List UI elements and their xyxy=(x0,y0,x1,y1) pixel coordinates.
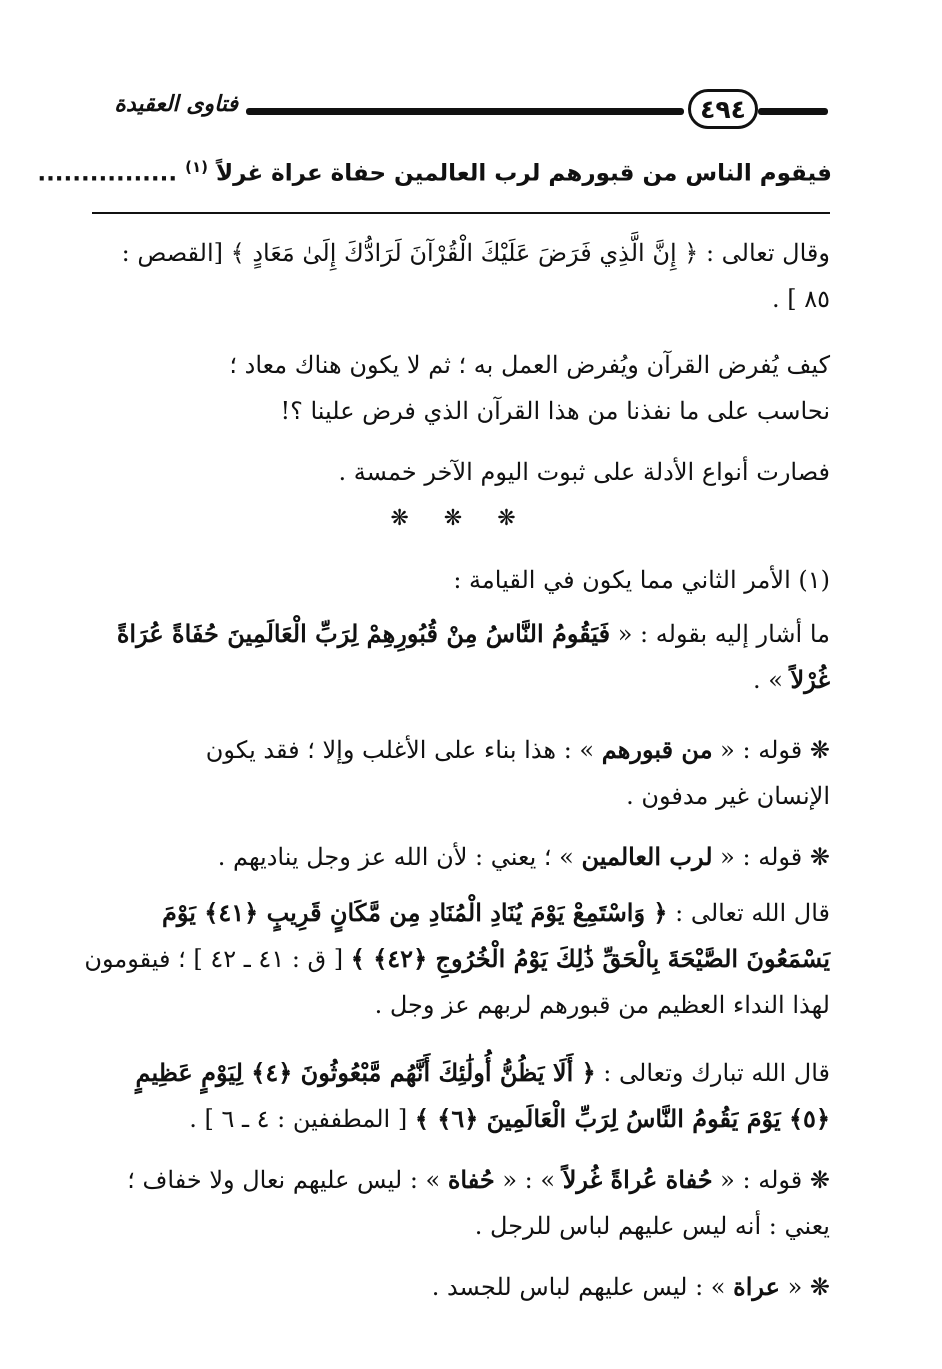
footnote-4-lead: ❋ قوله : « xyxy=(712,843,830,871)
footnote-5-line-2 xyxy=(84,936,830,982)
footnote-4-term: لرب العالمين xyxy=(581,842,713,871)
footnote-7-line-1 xyxy=(90,1157,830,1203)
paragraph-2-line-2: نحاسب على ما نفذنا من هذا القرآن الذي فرض علينا ؟! xyxy=(280,397,830,425)
footnote-6-line-1 xyxy=(90,1050,830,1096)
footnote-mark: (١) xyxy=(185,158,209,176)
footnote-8-term: عراة xyxy=(733,1272,780,1301)
footnote-2-close: » . xyxy=(752,666,791,694)
footnote-8-text: » : ليس عليهم لباس للجسد . xyxy=(431,1273,734,1301)
footnote-7-term: حُفاة عُراةً غُرلاً xyxy=(562,1165,713,1194)
footnote-2-quote-end: غُرْلاً xyxy=(790,665,830,694)
footnote-5-verse-end: يَسْمَعُونَ الصَّيْحَةَ بِالْحَقِّ ذَٰلِكَ يَوْمُ الْخُرُوجِ ﴿٤٢﴾ ﴾ xyxy=(350,944,830,973)
footnote-6-verse: ﴿ أَلَا يَظُنُّ أُولَٰئِكَ أَنَّهُم مَّبْعُوثُونَ ﴿٤﴾ لِيَوْمٍ عَظِيمٍ xyxy=(135,1058,596,1087)
title-rule xyxy=(92,212,830,214)
footnote-2-quote: فَيَقُومُ النَّاسُ مِنْ قُبُورِهِمْ لِرَبِّ الْعَالَمِينَ حُفَاةً عُرَاةً xyxy=(116,619,611,648)
footnote-5-lead: قال الله تعالى : xyxy=(667,899,830,927)
footnote-5-reference: [ ق : ٤١ ـ ٤٢ ] ؛ فيقومون xyxy=(84,945,351,973)
footnote-3-lead: ❋ قوله : « xyxy=(712,736,830,764)
footnote-3-term: من قبورهم xyxy=(601,735,713,764)
footnote-2 xyxy=(90,611,830,703)
footnote-2-intro: ما أشار إليه بقوله : « xyxy=(610,620,830,648)
footnote-6-line-2 xyxy=(90,1096,830,1142)
title-dots: ................ xyxy=(37,160,178,187)
section-title-text: فيقوم الناس من قبورهم لرب العالمين حفاة عراة غرلاً xyxy=(216,160,832,187)
footnote-6-lead: قال الله تبارك وتعالى : xyxy=(595,1059,830,1087)
footnote-4-text: » ؛ يعني : لأن الله عز وجل يناديهم . xyxy=(217,843,582,871)
paragraph-1 xyxy=(90,230,830,322)
header-rule-right xyxy=(758,108,828,115)
footnote-7-lead: ❋ قوله : « xyxy=(712,1166,830,1194)
footnote-7-line-2: يعني : أنه ليس عليهم لباس للرجل . xyxy=(474,1212,830,1240)
footnote-6-reference: [ المطففين : ٤ ـ ٦ ] . xyxy=(189,1105,415,1133)
footnote-3 xyxy=(90,727,830,819)
footnote-7-subterm: حُفاة xyxy=(447,1165,495,1194)
page-number: ٤٩٤ xyxy=(688,89,758,129)
paragraph-2 xyxy=(90,342,830,434)
footnote-5-line-3: لهذا النداء العظيم من قبورهم لربهم عز وجل . xyxy=(374,991,830,1019)
section-separator: ❋ ❋ ❋ xyxy=(390,506,530,531)
footnote-5-verse: ﴿ وَاسْتَمِعْ يَوْمَ يُنَادِ الْمُنَادِ مِن مَّكَانٍ قَرِيبٍ ﴿٤١﴾ يَوْمَ xyxy=(162,898,668,927)
paragraph-3 xyxy=(90,449,830,495)
header-rule-left xyxy=(246,108,684,115)
footnote-6 xyxy=(90,1050,830,1142)
running-title: فتاوى العقيدة xyxy=(114,92,238,117)
footnote-5-line-1 xyxy=(90,890,830,936)
footnote-3-line-1 xyxy=(90,727,830,773)
paragraph-1-line-1: وقال تعالى : ﴿ إِنَّ الَّذِي فَرَضَ عَلَيْكَ الْقُرْآنَ لَرَادُّكَ إِلَىٰ مَعَادٍ ﴾ [القصص : xyxy=(121,239,830,267)
footnote-8-line xyxy=(90,1264,830,1310)
footnote-8-lead: ❋ « xyxy=(779,1273,830,1301)
footnote-1-line: (١) الأمر الثاني مما يكون في القيامة : xyxy=(453,566,830,594)
footnote-3-line-2: الإنسان غير مدفون . xyxy=(626,782,830,810)
footnote-7-text: » : ليس عليهم نعال ولا خفاف ؛ xyxy=(127,1166,448,1194)
paragraph-3-line-1: فصارت أنواع الأدلة على ثبوت اليوم الآخر خمسة . xyxy=(338,458,830,486)
paragraph-1-line-2: ٨٥ ] . xyxy=(771,285,830,313)
footnote-2-line-1 xyxy=(90,611,830,657)
footnote-2-line-2 xyxy=(90,657,830,703)
footnote-1 xyxy=(90,557,830,603)
footnote-3-text: » : هذا بناء على الأغلب وإلا ؛ فقد يكون xyxy=(205,736,602,764)
footnote-5 xyxy=(84,890,830,1028)
paragraph-2-line-1: كيف يُفرض القرآن ويُفرض العمل به ؛ ثم لا يكون هناك معاد ؛ xyxy=(229,351,830,379)
footnote-8 xyxy=(90,1264,830,1310)
footnote-7-sep: » : « xyxy=(494,1166,563,1194)
footnote-4 xyxy=(90,834,830,880)
footnote-7 xyxy=(90,1157,830,1249)
footnote-6-verse-end: ﴿٥﴾ يَوْمَ يَقُومُ النَّاسُ لِرَبِّ الْعَالَمِينَ ﴿٦﴾ ﴾ xyxy=(414,1104,830,1133)
footnote-4-line xyxy=(90,834,830,880)
section-title xyxy=(37,158,832,187)
